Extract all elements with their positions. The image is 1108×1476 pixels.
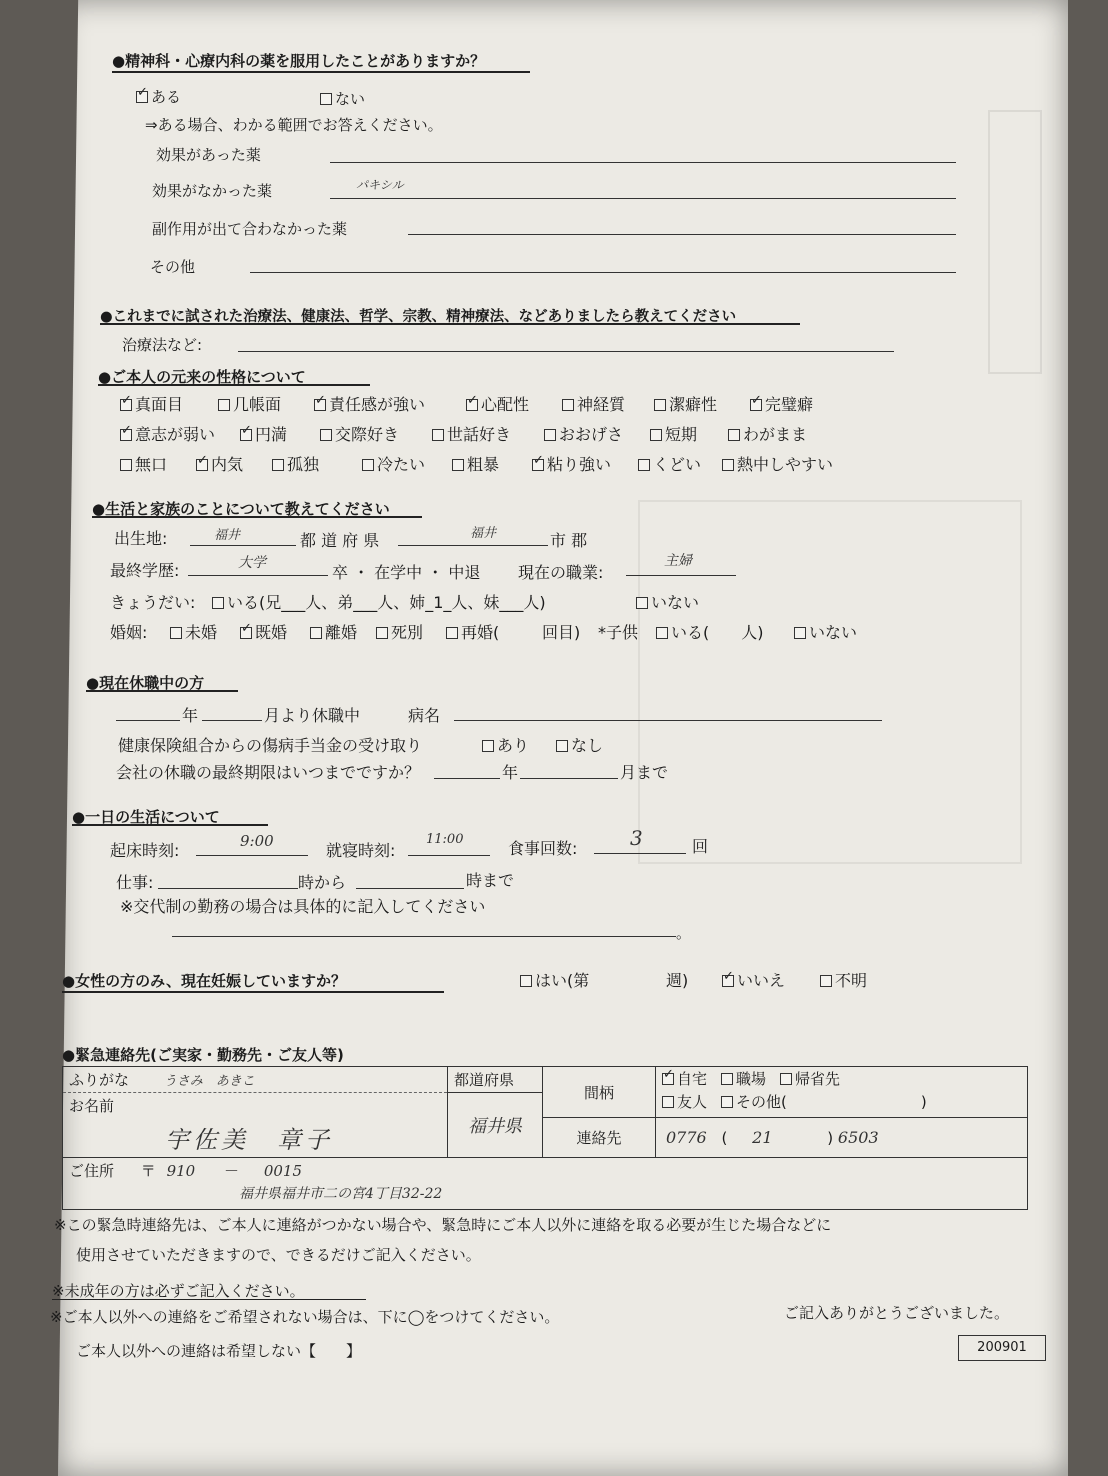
trait-option[interactable] bbox=[314, 392, 425, 415]
meals-value: 3 bbox=[630, 826, 643, 850]
checkbox-checked-icon[interactable] bbox=[120, 399, 132, 411]
minor-note: ※未成年の方は必ずご記入ください。 bbox=[52, 1282, 305, 1300]
birth-pref-field[interactable] bbox=[190, 545, 296, 546]
checkbox-icon[interactable] bbox=[728, 429, 740, 441]
marriage-option-label: 既婚 bbox=[255, 623, 288, 642]
allowance-yes-label: あり bbox=[497, 736, 530, 755]
checkbox-checked-icon[interactable] bbox=[750, 399, 762, 411]
effective-drug-field[interactable] bbox=[330, 162, 956, 163]
city-suffix: 市 郡 bbox=[550, 531, 588, 550]
wake-field[interactable] bbox=[196, 855, 308, 856]
checkbox-icon[interactable] bbox=[320, 429, 332, 441]
leave-year-label: 年 bbox=[182, 706, 199, 725]
thanks-text: ご記入ありがとうございました。 bbox=[784, 1304, 1010, 1322]
allowance-no-label: なし bbox=[571, 736, 604, 755]
emergency-contact-table bbox=[62, 1066, 1028, 1210]
checkbox-icon[interactable] bbox=[636, 597, 648, 609]
bleed-through-box bbox=[988, 110, 1042, 374]
checkbox-icon[interactable] bbox=[820, 975, 832, 987]
phone-local: 21 bbox=[752, 1128, 773, 1148]
work-start-field[interactable] bbox=[158, 888, 298, 889]
address-cell[interactable]: ご住所 〒 910 － 0015 福井県福井市二の宮4丁目32-22 bbox=[63, 1158, 1028, 1210]
job-value: 主婦 bbox=[664, 553, 692, 569]
relation-option-label: 友人 bbox=[677, 1093, 708, 1111]
leave-month-field[interactable] bbox=[202, 720, 262, 721]
allowance-yes[interactable] bbox=[482, 733, 529, 756]
leave-month-label: 月より休職中 bbox=[264, 706, 361, 725]
treatment-label: 治療法など: bbox=[122, 336, 203, 354]
work-end-field[interactable] bbox=[356, 888, 464, 889]
meals-suffix: 回 bbox=[692, 837, 709, 856]
birth-city-field[interactable] bbox=[398, 545, 548, 546]
relation-option[interactable] bbox=[662, 1070, 707, 1088]
checkbox-checked-icon[interactable] bbox=[196, 459, 208, 471]
wake-value: 9:00 bbox=[240, 832, 274, 850]
form-code: 200901 bbox=[958, 1335, 1046, 1361]
minor-note-underline bbox=[52, 1299, 366, 1300]
pregnancy-week-suffix: 週) bbox=[666, 971, 689, 990]
checkbox-icon[interactable] bbox=[650, 429, 662, 441]
pref-value: 福井県 bbox=[468, 1116, 522, 1137]
trait-label: くどい bbox=[653, 455, 702, 474]
disease-field[interactable] bbox=[454, 720, 882, 721]
trait-option[interactable] bbox=[654, 392, 717, 415]
trait-label: 完璧癖 bbox=[765, 395, 814, 414]
relation-option-label: その他( bbox=[736, 1093, 787, 1111]
checkbox-icon[interactable] bbox=[310, 627, 322, 639]
meals-label: 食事回数: bbox=[508, 839, 578, 858]
trait-label: 心配性 bbox=[481, 395, 530, 414]
bleed-through-box bbox=[638, 500, 1022, 864]
remarriage-suffix: 回目) bbox=[542, 623, 581, 642]
education-value: 大学 bbox=[238, 555, 266, 571]
leave-title: ●現在休職中の方 bbox=[86, 674, 205, 692]
trait-option[interactable] bbox=[362, 452, 425, 475]
checkbox-icon[interactable] bbox=[562, 399, 574, 411]
checkbox-icon[interactable] bbox=[120, 459, 132, 471]
checkbox-checked-icon[interactable] bbox=[136, 91, 148, 103]
marriage-option[interactable] bbox=[310, 620, 357, 643]
trait-label: わがまま bbox=[743, 425, 808, 444]
section-underline bbox=[92, 516, 422, 518]
checkbox-icon[interactable] bbox=[212, 597, 224, 609]
checkbox-icon[interactable] bbox=[520, 975, 532, 987]
meals-field[interactable] bbox=[594, 853, 686, 854]
pregnancy-yes-label: はい(第 bbox=[535, 971, 590, 990]
sickness-allowance-question: 健康保険組合からの傷病手当金の受け取り bbox=[118, 736, 423, 755]
job-label: 現在の職業: bbox=[518, 563, 604, 582]
personality-title: ●ご本人の元来の性格について bbox=[98, 368, 306, 386]
ineffective-drug-label: 効果がなかった薬 bbox=[152, 182, 273, 200]
pref-value-cell[interactable] bbox=[448, 1093, 543, 1158]
trait-option[interactable] bbox=[466, 392, 529, 415]
relation-option-label: 自宅 bbox=[677, 1070, 708, 1088]
checkbox-icon[interactable] bbox=[780, 1073, 792, 1085]
section-underline bbox=[86, 690, 238, 692]
medication-note: ⇒ある場合、わかる範囲でお答えください。 bbox=[145, 116, 443, 134]
marriage-option-label: 未婚 bbox=[185, 623, 218, 642]
furigana-label: ふりがな bbox=[69, 1071, 130, 1089]
checkbox-checked-icon[interactable] bbox=[662, 1073, 674, 1085]
relation-options-cell bbox=[656, 1067, 1028, 1118]
marriage-option-label: 死別 bbox=[391, 623, 424, 642]
marriage-option[interactable] bbox=[376, 620, 423, 643]
trait-option[interactable] bbox=[544, 422, 623, 445]
option-no[interactable] bbox=[320, 88, 365, 109]
trait-option[interactable] bbox=[120, 422, 215, 445]
leave-year-field[interactable] bbox=[116, 720, 180, 721]
phone-cell[interactable]: 0776 ( 21 ) 6503 bbox=[656, 1118, 1028, 1158]
phone-number: 6503 bbox=[837, 1128, 879, 1148]
daily-life-title: ●一日の生活について bbox=[72, 808, 220, 826]
trait-label: 無口 bbox=[135, 455, 168, 474]
checkbox-icon[interactable] bbox=[638, 459, 650, 471]
checkbox-icon[interactable] bbox=[218, 399, 230, 411]
deadline-month-label: 月まで bbox=[620, 763, 669, 782]
checkbox-checked-icon[interactable] bbox=[240, 627, 252, 639]
zip-mark: 〒 bbox=[140, 1162, 156, 1180]
checkbox-icon[interactable] bbox=[376, 627, 388, 639]
marriage-option[interactable] bbox=[446, 620, 499, 643]
checkbox-icon[interactable] bbox=[482, 740, 494, 752]
furigana-value: うさみ あきこ bbox=[163, 1074, 255, 1089]
pref-suffix: 都 道 府 県 bbox=[300, 531, 380, 550]
trait-label: 粘り強い bbox=[547, 455, 612, 474]
job-field[interactable] bbox=[626, 575, 736, 576]
education-label: 最終学歴: bbox=[110, 561, 180, 580]
siblings-none-label: いない bbox=[651, 593, 700, 612]
trait-option[interactable] bbox=[638, 452, 701, 475]
pregnancy-title: ●女性の方のみ、現在妊娠していますか？ bbox=[62, 972, 346, 990]
checkbox-icon[interactable] bbox=[722, 459, 734, 471]
wake-label: 起床時刻: bbox=[110, 841, 180, 860]
checkbox-checked-icon[interactable] bbox=[722, 975, 734, 987]
emergency-contact-title: ●緊急連絡先(ご実家・勤務先・ご友人等) bbox=[62, 1046, 344, 1064]
pregnancy-unknown-label: 不明 bbox=[835, 971, 868, 990]
trait-option[interactable] bbox=[452, 452, 499, 475]
checkbox-checked-icon[interactable] bbox=[120, 429, 132, 441]
checkbox-icon[interactable] bbox=[446, 627, 458, 639]
shift-detail-field[interactable] bbox=[172, 936, 676, 937]
zip-first: 910 bbox=[166, 1162, 196, 1180]
pregnancy-yes[interactable] bbox=[520, 968, 589, 991]
trait-option[interactable] bbox=[320, 422, 399, 445]
pregnancy-unknown[interactable] bbox=[820, 968, 867, 991]
trait-label: 世話好き bbox=[447, 425, 512, 444]
trait-label: 責任感が強い bbox=[329, 395, 426, 414]
relation-option[interactable] bbox=[662, 1093, 707, 1111]
family-title: ●生活と家族のことについて教えてください bbox=[92, 500, 390, 518]
trait-label: 熱中しやすい bbox=[737, 455, 834, 474]
relation-label-cell bbox=[543, 1067, 656, 1118]
phone-area: 0776 bbox=[666, 1128, 707, 1148]
marriage-option-label: 離婚 bbox=[325, 623, 358, 642]
no-contact-note: ※ご本人以外への連絡をご希望されない場合は、下に◯をつけてください。 bbox=[50, 1308, 560, 1326]
trait-label: 意志が弱い bbox=[135, 425, 216, 444]
deadline-year-field[interactable] bbox=[434, 778, 500, 779]
name-value: 宇佐美 章子 bbox=[165, 1126, 333, 1154]
marriage-option-label: 再婚( bbox=[461, 623, 500, 642]
trait-label: 孤独 bbox=[287, 455, 320, 474]
address-label: ご住所 bbox=[69, 1162, 115, 1180]
treatment-field[interactable] bbox=[238, 351, 894, 352]
trait-option[interactable] bbox=[432, 422, 511, 445]
relation-label: 間柄 bbox=[583, 1083, 614, 1102]
section-underline bbox=[100, 323, 800, 325]
siblings-label: きょうだい: bbox=[110, 593, 196, 612]
relation-option[interactable] bbox=[780, 1070, 840, 1088]
no-contact-box[interactable]: ご本人以外への連絡は希望しない【 】 bbox=[76, 1342, 362, 1360]
trait-label: 潔癖性 bbox=[669, 395, 718, 414]
checkbox-checked-icon[interactable] bbox=[466, 399, 478, 411]
work-to-label: 時まで bbox=[466, 871, 515, 890]
education-field[interactable] bbox=[188, 575, 328, 576]
education-status: 卒 ・ 在学中 ・ 中退 bbox=[332, 563, 481, 582]
trait-option[interactable] bbox=[120, 452, 167, 475]
emergency-note-line2: 使用させていただきますので、できるだけご記入ください。 bbox=[76, 1246, 481, 1264]
checkbox-icon[interactable] bbox=[556, 740, 568, 752]
name-cell[interactable] bbox=[63, 1093, 448, 1158]
name-label: お名前 bbox=[69, 1097, 115, 1115]
checkbox-icon[interactable] bbox=[544, 429, 556, 441]
children-yes-label: いる( 人) bbox=[671, 623, 764, 642]
zip-second: 0015 bbox=[263, 1162, 302, 1180]
marriage-option[interactable] bbox=[240, 620, 287, 643]
trait-label: おおげさ bbox=[559, 425, 624, 444]
checkbox-checked-icon[interactable] bbox=[314, 399, 326, 411]
relation-option[interactable] bbox=[721, 1093, 787, 1111]
work-from-label: 時から bbox=[298, 873, 347, 892]
other-drug-field[interactable] bbox=[250, 272, 956, 273]
siblings-none[interactable] bbox=[636, 590, 699, 613]
allowance-no[interactable] bbox=[556, 733, 603, 756]
option-yes-label: ある bbox=[151, 88, 182, 106]
relation-option-label: 帰省先 bbox=[795, 1070, 841, 1088]
contact-label: 連絡先 bbox=[576, 1129, 622, 1148]
side-effect-drug-label: 副作用が出て合わなかった薬 bbox=[152, 220, 348, 238]
trait-label: 短期 bbox=[665, 425, 698, 444]
deadline-year-label: 年 bbox=[502, 763, 519, 782]
trait-label: 円満 bbox=[255, 425, 288, 444]
option-no-label: ない bbox=[335, 90, 366, 108]
trait-option[interactable] bbox=[120, 392, 183, 415]
children-label: *子供 bbox=[598, 623, 639, 642]
trait-option[interactable] bbox=[240, 422, 287, 445]
birthplace-label: 出生地: bbox=[114, 529, 168, 548]
pref-label: 都道府県 bbox=[454, 1071, 515, 1089]
children-no-label: いない bbox=[809, 623, 858, 642]
section-underline bbox=[62, 991, 444, 993]
checkbox-icon[interactable] bbox=[662, 1096, 674, 1108]
leave-deadline-question: 会社の休職の最終期限はいつまでですか？ bbox=[116, 763, 421, 782]
trait-label: 真面目 bbox=[135, 395, 184, 414]
children-no[interactable] bbox=[794, 620, 857, 643]
sleep-label: 就寝時刻: bbox=[326, 841, 396, 860]
section-underline bbox=[72, 824, 268, 826]
contact-label-cell bbox=[543, 1118, 656, 1158]
treatment-question-title: ●これまでに試された治療法、健康法、哲学、宗教、精神療法、などありましたら教えてください bbox=[100, 309, 737, 325]
address-value: 福井県福井市二の宮4丁目32-22 bbox=[239, 1186, 443, 1202]
marriage-option[interactable] bbox=[170, 620, 217, 643]
marriage-label: 婚姻: bbox=[110, 623, 148, 642]
checkbox-icon[interactable] bbox=[654, 399, 666, 411]
trait-option[interactable] bbox=[272, 452, 319, 475]
relation-close-paren: ) bbox=[920, 1093, 927, 1111]
checkbox-icon[interactable] bbox=[432, 429, 444, 441]
checkbox-icon[interactable] bbox=[320, 93, 332, 105]
relation-option-label: 職場 bbox=[736, 1070, 767, 1088]
trait-label: 神経質 bbox=[577, 395, 626, 414]
siblings-yes-label: いる(兄___人、弟___人、姉_1_人、妹___人) bbox=[227, 593, 546, 612]
checkbox-icon[interactable] bbox=[721, 1073, 733, 1085]
deadline-month-field[interactable] bbox=[520, 778, 618, 779]
trait-label: 交際好き bbox=[335, 425, 400, 444]
trait-option[interactable] bbox=[728, 422, 807, 445]
trait-option[interactable] bbox=[196, 452, 243, 475]
shift-note: ※交代制の勤務の場合は具体的に記入してください bbox=[120, 897, 486, 916]
trait-label: 冷たい bbox=[377, 455, 426, 474]
trait-option[interactable] bbox=[650, 422, 697, 445]
disease-label: 病名 bbox=[408, 706, 441, 725]
trait-label: 几帳面 bbox=[233, 395, 282, 414]
relation-option[interactable] bbox=[721, 1070, 766, 1088]
checkbox-checked-icon[interactable] bbox=[240, 429, 252, 441]
sleep-field[interactable] bbox=[408, 855, 490, 856]
siblings-yes[interactable] bbox=[212, 590, 546, 613]
birth-pref-value: 福井 bbox=[214, 528, 241, 543]
sleep-value: 11:00 bbox=[426, 832, 464, 847]
checkbox-checked-icon[interactable] bbox=[532, 459, 544, 471]
medication-question-title: ●精神科・心療内科の薬を服用したことがありますか？ bbox=[112, 52, 486, 70]
option-yes[interactable] bbox=[136, 86, 181, 107]
section-underline bbox=[112, 71, 530, 73]
other-drug-label: その他 bbox=[150, 258, 196, 276]
pregnancy-no-label: いいえ bbox=[737, 971, 786, 990]
shift-end-mark: 。 bbox=[676, 924, 692, 942]
section-underline bbox=[98, 384, 370, 386]
furigana-cell[interactable] bbox=[63, 1067, 448, 1093]
trait-option[interactable] bbox=[750, 392, 813, 415]
emergency-note-line1: ※この緊急時連絡先は、ご本人に連絡がつかない場合や、緊急時にご本人以外に連絡を取る必要が生じた場合などに bbox=[54, 1216, 832, 1234]
side-effect-drug-field[interactable] bbox=[408, 234, 956, 235]
trait-option[interactable] bbox=[562, 392, 625, 415]
trait-option[interactable] bbox=[722, 452, 833, 475]
trait-label: 粗暴 bbox=[467, 455, 500, 474]
checkbox-icon[interactable] bbox=[656, 627, 668, 639]
birth-city-value: 福井 bbox=[470, 526, 497, 541]
pregnancy-no[interactable] bbox=[722, 968, 785, 991]
checkbox-icon[interactable] bbox=[794, 627, 806, 639]
work-label: 仕事: bbox=[116, 873, 154, 892]
trait-option[interactable] bbox=[532, 452, 611, 475]
pref-label-cell bbox=[448, 1067, 543, 1093]
checkbox-icon[interactable] bbox=[721, 1096, 733, 1108]
trait-label: 内気 bbox=[211, 455, 244, 474]
checkbox-icon[interactable] bbox=[362, 459, 374, 471]
checkbox-icon[interactable] bbox=[170, 627, 182, 639]
effective-drug-label: 効果があった薬 bbox=[156, 146, 261, 164]
trait-option[interactable] bbox=[218, 392, 281, 415]
ineffective-drug-value: パキシル bbox=[356, 178, 404, 192]
ineffective-drug-field[interactable] bbox=[330, 198, 956, 199]
checkbox-icon[interactable] bbox=[452, 459, 464, 471]
checkbox-icon[interactable] bbox=[272, 459, 284, 471]
children-yes[interactable] bbox=[656, 620, 764, 643]
